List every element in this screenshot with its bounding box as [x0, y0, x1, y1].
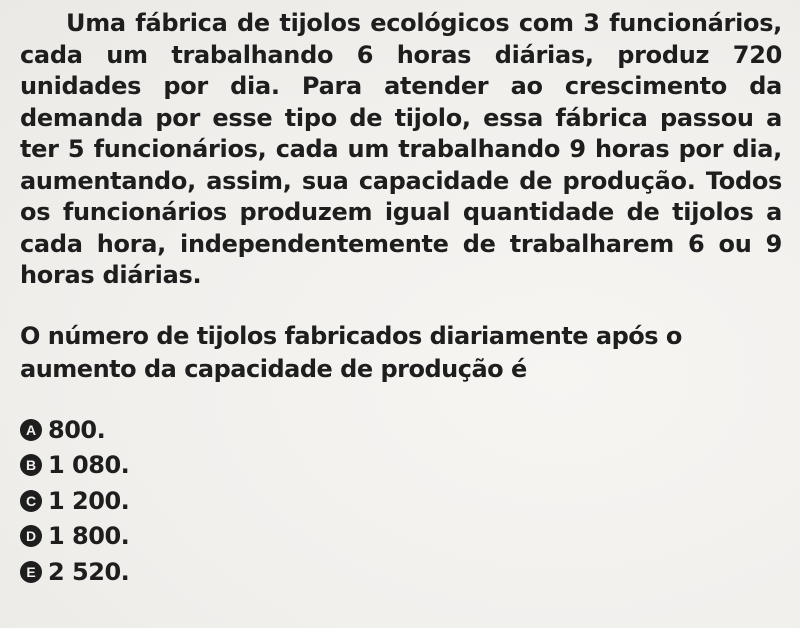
question-statement: Uma fábrica de tijolos ecológicos com 3 funcionários, cada um trabalhando 6 horas diárias, produz 720 unidades por dia. Para atender ao crescimento da demanda por esse tipo de tijolo, essa fábrica passou a ter 5 funcionários, cada um trabalhando 9 horas por dia, aumentando, assim, sua capacidade de produção. Todos os funcionários produzem igual quantidade de tijolos a cada hora, independentemente de trabalharem 6 ou 9 horas diárias.	[20, 9, 782, 289]
option-d-text: 1 800.	[48, 522, 130, 551]
option-b-letter-icon: B	[20, 454, 42, 476]
option-b-text: 1 080.	[48, 451, 130, 480]
option-c-text: 1 200.	[48, 486, 130, 515]
option-c-letter-icon: C	[20, 490, 42, 512]
option-e[interactable]	[20, 554, 129, 590]
option-c[interactable]	[20, 483, 129, 519]
option-a[interactable]	[20, 412, 129, 448]
answer-options	[20, 412, 129, 590]
question-prompt: O número de tijolos fabricados diariamente após o aumento da capacidade de produção é	[20, 322, 682, 383]
option-d-letter-icon: D	[20, 525, 42, 547]
option-a-letter-icon: A	[20, 419, 42, 441]
option-b[interactable]	[20, 448, 129, 484]
option-e-letter-icon: E	[20, 561, 42, 583]
option-a-text: 800.	[48, 415, 106, 444]
option-d[interactable]	[20, 519, 129, 555]
option-e-text: 2 520.	[48, 557, 130, 586]
